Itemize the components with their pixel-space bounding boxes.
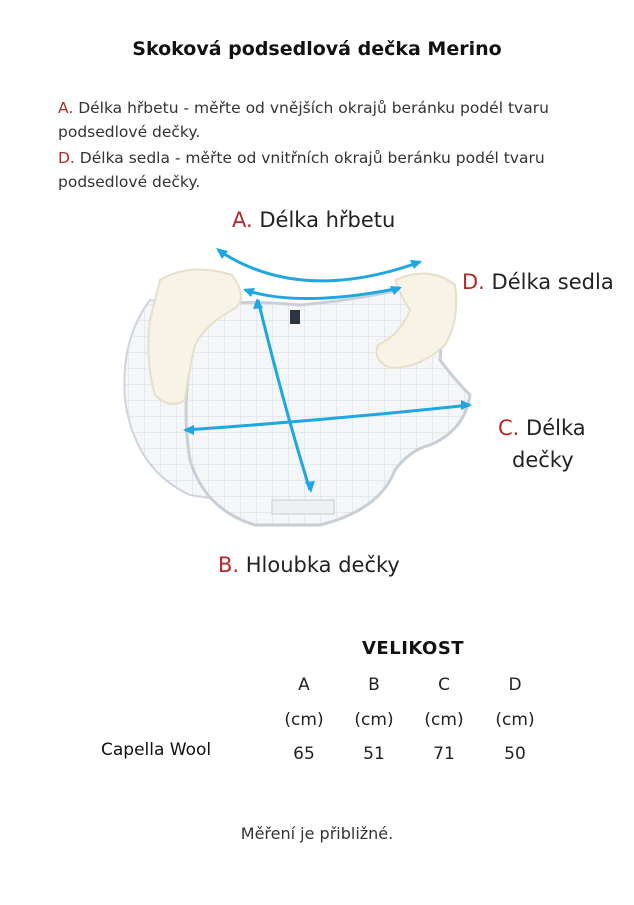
- table-cell-c: 71: [433, 744, 455, 764]
- size-table-header: VELIKOST: [362, 638, 465, 659]
- column-unit-b: (cm): [354, 710, 394, 730]
- footnote: Měření je přibližné.: [240, 824, 394, 843]
- column-unit-a: (cm): [284, 710, 324, 730]
- column-header-b: B: [368, 675, 380, 695]
- table-row-label: Capella Wool: [101, 740, 212, 760]
- label-d-text: Délka sedla: [484, 270, 614, 294]
- table-cell-b: 51: [363, 744, 385, 764]
- label-d-letter: D.: [462, 270, 485, 294]
- brand-label: [272, 500, 334, 514]
- column-header-d: D: [508, 675, 522, 695]
- label-pad-length: [498, 416, 586, 440]
- label-b-text: Hloubka dečky: [239, 553, 400, 577]
- brand-tag: [290, 310, 300, 324]
- description-a-letter: A.: [58, 99, 74, 117]
- label-b-letter: B.: [218, 553, 240, 577]
- label-saddle-length: [462, 270, 614, 294]
- saddle-pad-illustration: [0, 200, 634, 600]
- measure-a-line: [218, 250, 420, 281]
- column-unit-d: (cm): [495, 710, 535, 730]
- description-d-letter: D.: [58, 149, 75, 167]
- description-d: [58, 146, 578, 194]
- column-header-a: A: [298, 675, 310, 695]
- description-a: [58, 96, 578, 144]
- label-c-text-1: Délka: [519, 416, 586, 440]
- page-title: Skoková podsedlová dečka Merino: [132, 38, 502, 60]
- table-cell-a: 65: [293, 744, 315, 764]
- column-unit-c: (cm): [424, 710, 464, 730]
- label-a-text: Délka hřbetu: [252, 208, 396, 232]
- label-pad-depth: [218, 553, 400, 577]
- label-a-letter: A.: [232, 208, 253, 232]
- description-a-text: Délka hřbetu - měřte od vnějších okrajů beránku podél tvaru podsedlové dečky.: [58, 99, 549, 141]
- table-cell-d: 50: [504, 744, 526, 764]
- column-header-c: C: [438, 675, 450, 695]
- saddle-pad-image: [0, 200, 634, 600]
- description-d-text: Délka sedla - měřte od vnitřních okrajů beránku podél tvaru podsedlové dečky.: [58, 149, 545, 191]
- label-back-length: [232, 208, 395, 232]
- label-pad-length-line2: dečky: [512, 448, 574, 472]
- label-c-letter: C.: [498, 416, 520, 440]
